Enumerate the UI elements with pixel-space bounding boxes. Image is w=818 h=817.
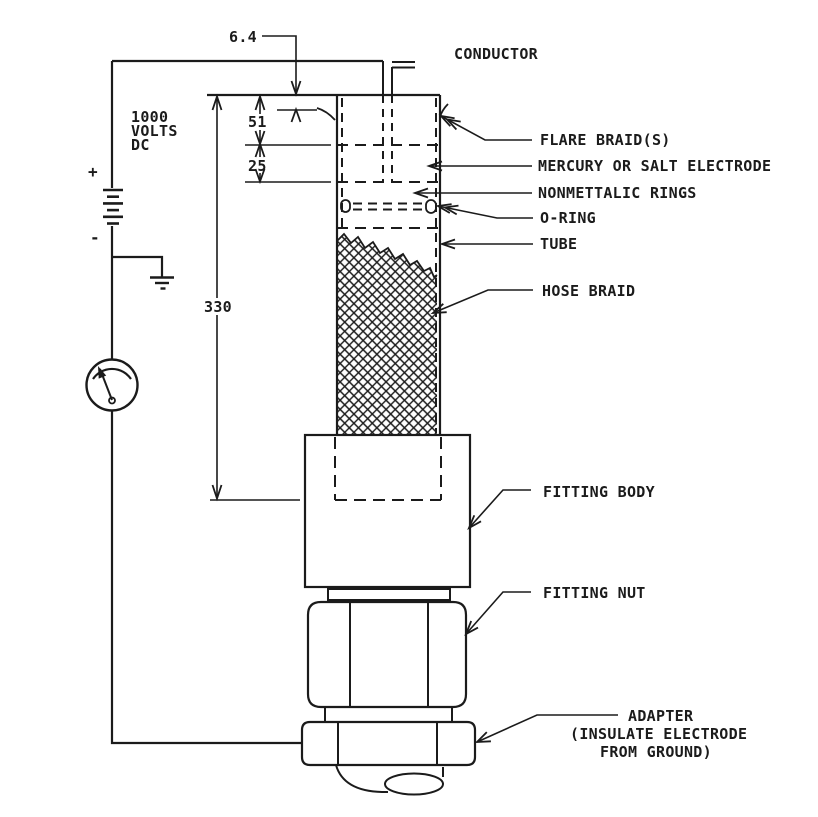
label-fitting-nut: FITTING NUT [543, 584, 646, 602]
label-conductor: CONDUCTOR [454, 45, 538, 63]
label-adapter-line3: FROM GROUND) [600, 743, 712, 761]
label-mercury-electrode: MERCURY OR SALT ELECTRODE [538, 157, 772, 175]
voltage-label-line3: DC [131, 136, 150, 154]
dim-length-value: 330 [204, 298, 232, 316]
dim-rings-value: 25 [248, 157, 267, 175]
label-adapter-line1: ADAPTER [628, 707, 694, 725]
label-adapter-line2: (INSULATE ELECTRODE [570, 725, 748, 743]
label-o-ring: O-RING [540, 209, 596, 227]
label-fitting-body: FITTING BODY [543, 483, 655, 501]
label-flare-braid: FLARE BRAID(S) [540, 131, 671, 149]
label-hose-braid: HOSE BRAID [542, 282, 636, 300]
battery-minus-sign: - [90, 228, 100, 247]
label-tube: TUBE [540, 235, 578, 253]
dim-electrode-value: 51 [248, 113, 267, 131]
dim-flare-value: 6.4 [229, 28, 257, 46]
label-nonmetallic-rings: NONMETTALIC RINGS [538, 184, 697, 202]
voltage-label-line2: VOLTS [131, 122, 178, 140]
voltage-label-line1: 1000 [131, 108, 169, 126]
battery-plus-sign: + [88, 162, 98, 181]
